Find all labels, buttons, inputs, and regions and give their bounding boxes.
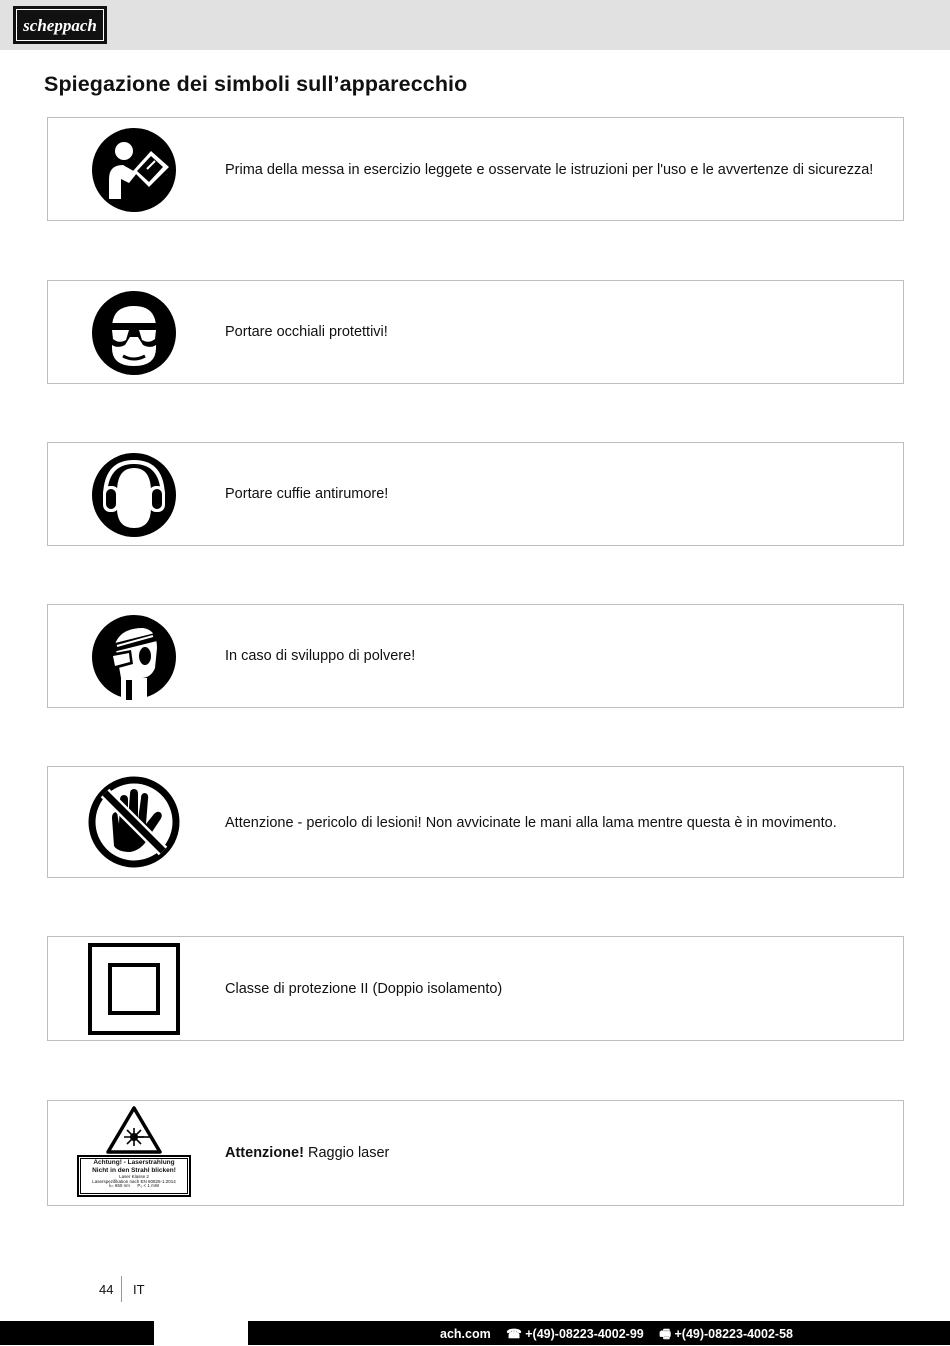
symbol-box-read-manual (47, 117, 904, 221)
symbol-text: Prima della messa in esercizio leggete e osservate le istruzioni per l'uso e le avvertenze di sicurezza! (225, 162, 874, 178)
symbol-text: Attenzione - pericolo di lesioni! Non avvicinate le mani alla lama mentre questa è in movimento. (225, 815, 837, 831)
laser-label-line2: Nicht in den Strahl blicken! (92, 1166, 176, 1174)
dust-mask-icon (91, 614, 177, 700)
footer-contact (440, 1325, 810, 1346)
footer-white-block (154, 1321, 248, 1345)
laser-label-line4: Laserspezifikation nach EN 60825-1:2014 (92, 1178, 176, 1184)
laser-warning-icon (106, 1106, 162, 1154)
symbol-text: Portare cuffie antirumore! (225, 486, 389, 502)
symbol-text-rest: Raggio laser (303, 1145, 390, 1161)
symbol-box-double-insulation (47, 936, 904, 1041)
safety-goggles-icon (91, 290, 177, 376)
symbol-box-goggles (47, 280, 904, 384)
footer-phone: ☎ +(49)-08223-4002-99 (506, 1327, 644, 1341)
footer-bar (0, 1321, 950, 1345)
footer-separator (121, 1276, 122, 1302)
header-bar (0, 0, 950, 50)
brand-logo (13, 6, 107, 44)
laser-label-line1: Achtung! - Laserstrahlung (93, 1159, 175, 1166)
page-title: Spiegazione dei simboli sull’apparecchio (44, 72, 468, 96)
page-number: 44 (99, 1282, 114, 1297)
language-code: IT (133, 1282, 145, 1297)
symbol-text: In caso di sviluppo di polvere! (225, 648, 416, 664)
footer-website[interactable]: ach.com (440, 1327, 491, 1341)
no-hands-icon (88, 776, 180, 868)
read-manual-icon (91, 127, 177, 213)
symbol-text-bold: Attenzione! (225, 1145, 304, 1161)
symbol-box-ear-protection (47, 442, 904, 546)
ear-protection-icon (91, 452, 177, 538)
laser-class-label (77, 1155, 191, 1197)
footer-fax: 🖷 +(49)-08223-4002-58 (659, 1327, 793, 1341)
symbol-text: Portare occhiali protettivi! (225, 324, 388, 340)
laser-label-line3: Laser Klasse 2 (119, 1174, 149, 1179)
double-insulation-icon (88, 943, 180, 1035)
symbol-text (225, 1145, 389, 1161)
symbol-box-laser (47, 1100, 904, 1206)
logo-text: scheppach (23, 16, 97, 35)
symbol-text: Classe di protezione II (Doppio isolamento) (225, 981, 503, 997)
laser-label-line5: λ= 650 nm P₀ < 1 mW (108, 1183, 160, 1188)
symbol-box-no-hands (47, 766, 904, 878)
symbol-box-dust-mask (47, 604, 904, 708)
